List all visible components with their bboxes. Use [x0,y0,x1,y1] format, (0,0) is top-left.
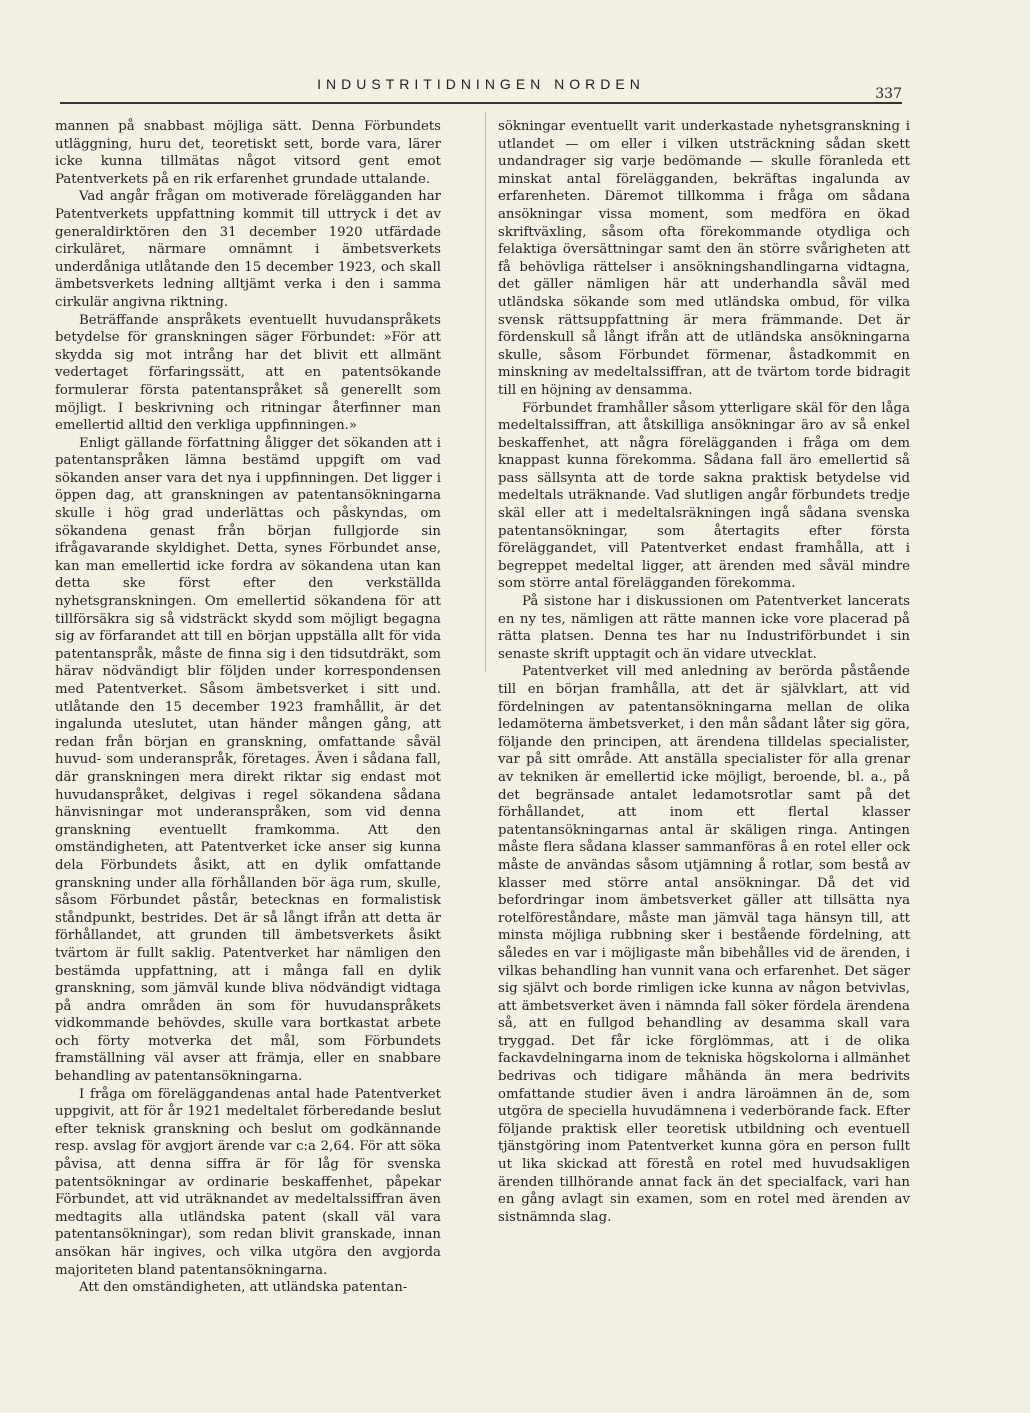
paragraph: Förbundet framhåller såsom ytterligare skäl för den låga medeltalssiffran, att åtskilliga ansökningar äro av så enkel beskaffenhet, att några förelägganden i fråga om dem knappast kunna förekomma. Sådana fall äro emellertid så pass sällsynta att de torde sakna praktisk betydelse vid medeltals uträknande. Vad slutligen angår förbundets tredje skäl eller att i medeltalsräkningen ingå sådana svenska patentansökningar, som återtagits efter första föreläggandet, vill Patentverket endast framhålla, att i begreppet medeltal ligger, att ärenden med såväl mindre som större antal förelägganden förekomma. [498,400,910,592]
paragraph: Beträffande anspråkets eventuellt huvudanspråkets betydelse för granskningen säger Förbundet: »För att skydda sig mot intrång har det blivit ett allmänt vedertaget förfaringssätt, att en patentsökande formulerar första patentanspråket så generellt som möjligt. I beskrivning och ritningar återfinner man emellertid alltid den verkliga uppfinningen.» [55,312,441,434]
column-divider [485,112,486,672]
paragraph: Enligt gällande författning åligger det sökanden att i patentanspråken lämna bestämd uppgift om vad sökanden anser vara det nya i uppfinningen. Det ligger i öppen dag, att granskningen av patentansökningarna skulle i hög grad underlättas och påskyndas, om sökandena genast från början fullgjorde sin ifrågavarande skyldighet. Detta, synes Förbundet anse, kan man emellertid icke fordra av sökandena utan kan detta ske först efter den verkställda nyhetsgranskningen. Om emellertid sökandena för att tillförsäkra sig så vidsträckt skydd som möjligt begagna sig av förfarandet att till en början uppställa allt för vida patentanspråk, måste de finna sig i den tidsutdräkt, som härav nödvändigt blir följden under korrespondensen med Patentverket. Såsom ämbetsverket i sitt und. utlåtande den 15 december 1923 framhållit, är det ingalunda uteslutet, utan händer mången gång, att redan från början en granskning, omfattande såväl huvud- som underanspråk, företages. Även i sådana fall, där granskningen mera direkt riktar sig endast mot huvudanspråket, delgivas i regel sökandena sådana hänvisningar mot underanspråken, som vid denna granskning eventuellt framkomma. Att den omständigheten, att Patentverket icke anser sig kunna dela Förbundets åsikt, att en dylik omfattande granskning under alla förhållanden bör äga rum, skulle, såsom Förbundet påstår, betecknas en formalistisk ståndpunkt, bestrides. Det är så långt ifrån att detta är förhållandet, att grunden till ämbetsverkets åsikt tvärtom är fullt saklig. Patentverket har nämligen den bestämda uppfattning, att i många fall en dylik granskning, som jämväl kunde bliva nödvändigt vidtaga på andra områden än som för huvudanspråkets vidkommande behövdes, skulle vara bortkastat arbete och förty motverka det mål, som Förbundets framställning väl avser att främja, eller en snabbare behandling av patentansökningarna. [55,435,441,1085]
paragraph: Patentverket vill med anledning av berörda påstående till en början framhålla, att det är självklart, att vid fördelningen av patentansökningarna mellan de olika ledamöterna ämbetsverket, i den mån sådant låter sig göra, följande den principen, att ärendena tilldelas specialister, var på sitt område. Att anställa specialister för alla grenar av tekniken är emellertid icke möjligt, beroende, bl. a., på det begränsade antalet ledamotsrotlar samt på det förhållandet, att inom ett flertal klasser patentansökningarnas antal är skäligen ringa. Antingen måste flera sådana klasser sammanföras å en rotel eller ock måste de användas såsom utjämning å rotlar, som bestå av klasser med större antal ansökningar. Då det vid befordringar inom ämbetsverket gäller att tillsätta nya rotelföreståndare, måste man jämväl taga hänsyn till, att minsta möjliga rubbning sker i bestående fördelning, att således en var i möjligaste mån bibehålles vid de ärenden, i vilkas behandling han vunnit vana och erfarenhet. Det säger sig självt och borde rimligen icke kunna av någon betvivlas, att ämbetsverket även i nämnda fall söker fördela ärendena så, att en fullgod behandling av desamma skall vara tryggad. Det får icke förglömmas, att i de olika fackavdelningarna inom de tekniska högskolorna i allmänhet bedrivas och tidigare måhända än mera bedrivits omfattande studier även i andra läroämnen än de, som utgöra de speciella huvudämnena i vederbörande fack. Efter följande praktisk eller teoretisk utbildning och eventuell tjänstgöring inom Patentverket kunna göra en person fullt ut lika skickad att förestå en rotel med huvudsakligen ärenden tillhörande annat fack än det specialfack, vari han en gång avlagt sin examen, som en rotel med ärenden av sistnämnda slag. [498,664,910,1225]
right-column [498,118,910,1226]
paragraph: Att den omständigheten, att utländska patentan- [79,1280,408,1296]
running-header [60,76,902,104]
paragraph: mannen på snabbast möjliga sätt. Denna Förbundets utläggning, huru det, teoretiskt sett, borde vara, lärer icke kunna tillmätas något vitsord gent emot Patentverkets på en rik erfarenhet grundade uttalande. [55,119,441,187]
journal-title: INDUSTRITIDNINGEN NORDEN [317,76,645,92]
paragraph: sökningar eventuellt varit underkastade nyhetsgranskning i utlandet — om eller i vilken utsträckning sådan skett undandrager sig varje bedömande — skulle föranleda ett minskat antal förelägganden, bekräftas ingalunda av erfarenheten. Däremot tillkomma i fråga om sådana ansökningar vissa moment, som medföra en ökad skriftväxling, såsom ofta förekommande otydliga och felaktiga översättningar samt den än större svårigheten att få behövliga rättelser i ansökningshandlingarna vidtagna, det gäller nämligen här att underhandla såväl med utländska sökande som med utländska ombud, för vilka svensk rättsuppfattning är mera främmande. Det är fördenskull så långt ifrån att de utländska ansökningarna skulle, såsom Förbundet förmenar, åstadkommit en minskning av medeltalssiffran, att de tvärtom torde bidragit till en höjning av densamma. [498,119,910,398]
left-column [55,118,441,1297]
paragraph: I fråga om föreläggandenas antal hade Patentverket uppgivit, att för år 1921 medeltalet förberedande beslut efter teknisk granskning och beslut om godkännande resp. avslag för avgjort ärende var c:a 2,64. För att söka påvisa, att denna siffra är för låg för svenska patentsökningar av ordinarie beskaffenhet, påpekar Förbundet, att vid uträknandet av medeltalssiffran även medtagits alla utländska patent (skall väl vara patentansökningar), som redan blivit granskade, innan ansökan här ingives, och vilka utgöra den avgjorda majoriteten bland patentansökningarna. [55,1086,441,1278]
paragraph: På sistone har i diskussionen om Patentverket lancerats en ny tes, nämligen att rätte mannen icke vore placerad på rätta platsen. Denna tes har nu Industriförbundet i sin senaste skrift upptagit och än vidare utvecklat. [498,594,910,662]
page-number: 337 [875,86,902,102]
paragraph: Vad angår frågan om motiverade förelägganden har Patentverkets uppfattning kommit till uttryck i det av generaldirktören den 31 december 1920 utfärdade cirkuläret, närmare omnämnt i ämbetsverkets underdåniga utlåtande den 15 december 1923, och skall ämbetsverkets ledning alltjämt verka i den i samma cirkulär angivna riktning. [55,189,441,310]
